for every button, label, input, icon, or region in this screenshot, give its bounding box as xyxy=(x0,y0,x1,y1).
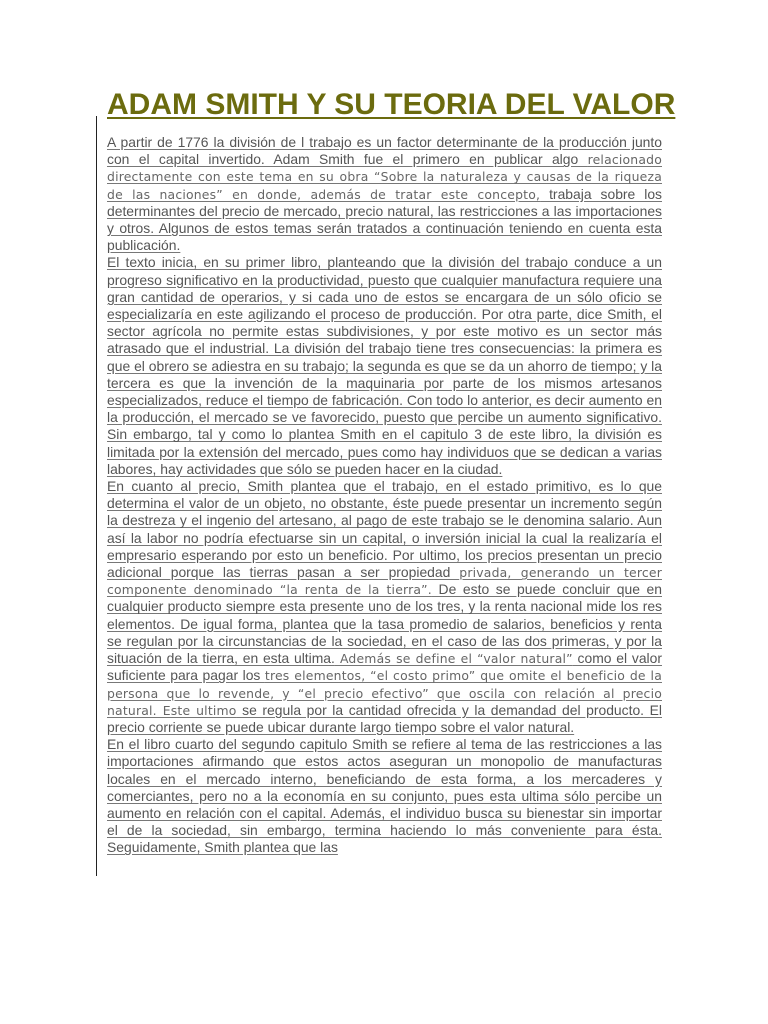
paragraph-4: En el libro cuarto del segundo capitulo Smith se refiere al tema de las restricciones a las importaciones afirmando que estos actos aseguran un monopolio de manufacturas locales en el mercado interno, beneficiando de esta forma, a los mercaderes y comerciantes, pero no a la economía en su conjunto, pues esta ultima sólo percibe un aumento en relación con el capital. Además, el individuo busca su bienestar sin importar el de la sociedad, sin embargo, termina haciendo lo más conveniente para ésta. Seguidamente, Smith plantea que las xyxy=(107,736,662,856)
paragraph-3-part-e: como el valor suficiente para pagar los xyxy=(107,650,662,684)
paragraph-3-part-a: En cuanto al precio, Smith plantea que el trabajo, en el estado primitivo, es lo que determina el valor de un objeto, no obstante, éste puede presentar un incremento según la destreza y el ingenio del artesano, al pago de este trabajo se le denomina salario. Aun así la labor no podría efectuarse sin un capital, o inversión inicial la cual la realizaría el empresario esperando por esto un beneficio. Por ultimo, los precios presentan un precio adicional porque las tierras pasan a ser propiedad xyxy=(107,478,662,581)
paragraph-3-part-c: De esto se puede concluir que en cualquier producto siempre esta presente uno de los tres, y la renta nacional mide los res elementos. De igual forma, plantea que la tasa promedio de salarios, beneficios y renta se regulan por la circunstancias de la sociedad, en el caso de las dos primeras, y por la situación de la tierra, en esta ultima. xyxy=(107,581,662,667)
paragraph-3-part-d: Además se define el “valor natural” xyxy=(334,651,573,667)
paragraph-1-part-c: trabaja sobre los determinantes del precio de mercado, precio natural, las restricciones a las importaciones y otros. Algunos de estos temas serán tratados a continuación teniendo en cuenta esta publicación. xyxy=(107,185,662,254)
paragraph-3 xyxy=(107,478,662,736)
paragraph-1-part-b: relacionado directamente con este tema en su obra “Sobre la naturaleza y causas de la riqueza de las naciones” en donde, además de tratar este concepto, xyxy=(107,152,662,202)
paragraph-1 xyxy=(107,134,662,254)
margin-bar xyxy=(96,116,97,876)
document-body xyxy=(107,134,662,857)
paragraph-1-part-a: A partir de 1776 la división de l trabajo es un factor determinante de la producción junto con el capital invertido. Adam Smith fue el primero en publicar algo xyxy=(107,134,662,168)
paragraph-3-part-f: tres elementos, “el costo primo” que omite el beneficio de la persona que lo revende, y “el precio efectivo” que oscila con relación al precio natural. Este ultimo xyxy=(107,668,662,718)
page-title: ADAM SMITH Y SU TEORIA DEL VALOR xyxy=(107,88,676,121)
paragraph-3-part-g: se regula por la cantidad ofrecida y la demandad del producto. El precio corriente se puede ubicar durante largo tiempo sobre el valor natural. xyxy=(107,701,662,735)
paragraph-3-part-b: privada, generando un tercer componente denominado “la renta de la tierra”. xyxy=(107,565,662,598)
paragraph-2: El texto inicia, en su primer libro, planteando que la división del trabajo conduce a un progreso significativo en la productividad, puesto que cualquier manufactura requiere una gran cantidad de operarios, y si cada uno de estos se encargara de un sólo oficio se especializaría en este agilizando el proceso de producción. Por otra parte, dice Smith, el sector agrícola no permite estas subdivisiones, y por este motivo es un sector más atrasado que el industrial. La división del trabajo tiene tres consecuencias: la primera es que el obrero se adiestra en su trabajo; la segunda es que se da un ahorro de tiempo; y la tercera es que la invención de la maquinaria por parte de los mismos artesanos especializados, reduce el tiempo de fabricación. Con todo lo anterior, es decir aumento en la producción, el mercado se ve favorecido, puesto que percibe un aumento significativo. Sin embargo, tal y como lo plantea Smith en el capitulo 3 de este libro, la división es limitada por la extensión del mercado, pues como hay individuos que se dedican a varias labores, hay actividades que sólo se pueden hacer en la ciudad. xyxy=(107,254,662,477)
